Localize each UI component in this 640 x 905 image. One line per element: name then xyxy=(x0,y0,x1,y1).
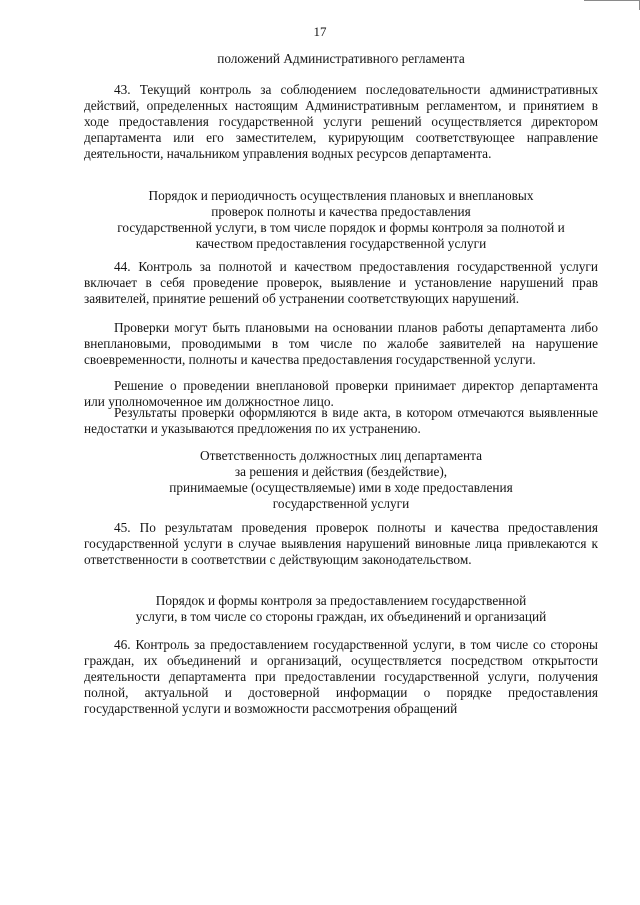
heading-line: качеством предоставления государственной услуги xyxy=(195,236,487,251)
heading-line: принимаемые (осуществляемые) ими в ходе предоставления xyxy=(169,480,513,495)
scan-edge-line xyxy=(584,0,640,1)
page-number: 17 xyxy=(313,24,327,39)
section-heading-responsibility xyxy=(84,448,598,512)
paragraph-44: 44. Контроль за полнотой и качеством предоставления государственной услуги включает в себя проведение проверок, выявление и установление нарушений прав заявителей, принятие решений об устранении соответствующих нарушений. xyxy=(84,259,598,306)
heading-line: Порядок и формы контроля за предоставлением государственной xyxy=(155,593,527,608)
paragraph-43: 43. Текущий контроль за соблюдением последовательности административных действий, определенных настоящим Административным регламентом, и принятием в ходе предоставления государственной услуги решений осуществляется директором департамента или его заместителем, курирующим соответствующее направление деятельности, начальником управления водных ресурсов департамента. xyxy=(84,82,598,161)
section-heading-control-forms xyxy=(84,593,598,625)
heading-line: за решения и действия (бездействие), xyxy=(234,464,448,479)
paragraph-46: 46. Контроль за предоставлением государственной услуги, в том числе со стороны граждан, их объединений и организаций, осуществляется посредством открытости деятельности департамента при предоставлении государственной услуги, получения полной, актуальной и достоверной информации о порядке предоставления государственной услуги и возможности рассмотрения обращений xyxy=(84,637,598,716)
paragraph-45: 45. По результатам проведения проверок полноты и качества предоставления государственной услуги в случае выявления нарушений виновные лица привлекаются к ответственности в соответствии с действующим законодательством. xyxy=(84,520,598,567)
heading-line: услуги, в том числе со стороны граждан, их объединений и организаций xyxy=(135,609,547,624)
heading-line: государственной услуги, в том числе порядок и формы контроля за полнотой и xyxy=(117,220,565,235)
heading-line: государственной услуги xyxy=(272,496,410,511)
section-heading-periodicity xyxy=(84,188,598,252)
paragraph-44-decision: Решение о проведении внеплановой проверки принимает директор департамента или уполномоченное им должностное лицо. xyxy=(84,378,598,409)
continuation-line: положений Административного регламента xyxy=(217,51,465,66)
paragraph-44-results: Результаты проверки оформляются в виде акта, в котором отмечаются выявленные недостатки и указываются предложения по их устранению. xyxy=(84,405,598,436)
heading-line: Ответственность должностных лиц департамента xyxy=(199,448,483,463)
heading-line: проверок полноты и качества предоставления xyxy=(211,204,471,219)
heading-line: Порядок и периодичность осуществления плановых и внеплановых xyxy=(148,188,534,203)
paragraph-44-inspections: Проверки могут быть плановыми на основании планов работы департамента либо внеплановыми, проводимыми в том числе по жалобе заявителей на нарушение своевременности, полноты и качества предоставления государственной услуги. xyxy=(84,320,598,367)
